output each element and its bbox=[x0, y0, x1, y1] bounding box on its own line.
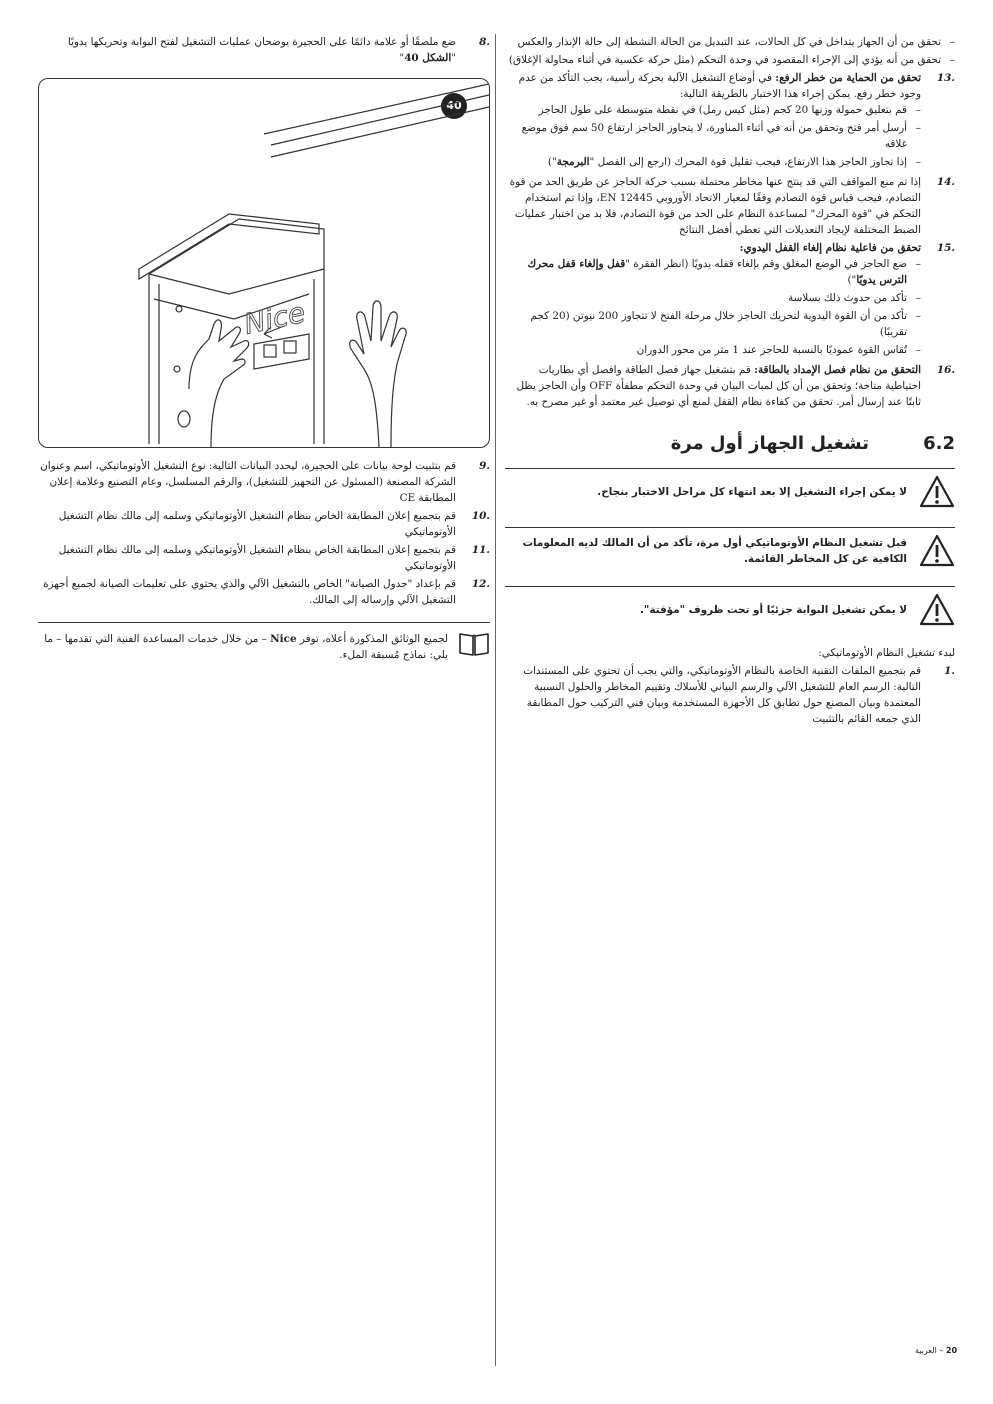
brand-logo: Nice bbox=[241, 295, 309, 341]
list-item: – تُقاس القوة عموديًا بالنسبة للحاجز عند 1 متر من محور الدوران bbox=[636, 344, 921, 356]
column-divider bbox=[495, 34, 496, 1366]
list-item: – تحقق من أنه يؤدي إلى الإجراء المقصود في وحدة التحكم (مثل حركة عكسية في أثناء محاولة الإغلاق) bbox=[508, 54, 955, 66]
section-number: 6.2 bbox=[923, 433, 955, 454]
list-item: – ضع الحاجز في الوضع المغلق وقم بإلغاء قفله يدويًا (انظر الفقرة "قفل وإلغاء قفل محرك الترس يدويًا") bbox=[527, 258, 921, 286]
intro-text: لبدء تشغيل النظام الأوتوماتيكي: bbox=[818, 647, 955, 659]
step-15: .15 تحقق من فاعلية نظام إلغاء القفل اليدوي: – ضع الحاجز في الوضع المغلق وقم بإلغاء قفله يدويًا (انظر الفقرة "قفل وإلغاء قفل محرك الترس يدويًا") – تأكد من حدوث ذلك بسلاسة – تأكد من أن القوة اليدوية لتحريك الحاجز خلال مرحلة الفتح لا تتجاوز 200 نيوتن (20 كجم تقريبًا) – تُقاس القوة عموديًا بالنسبة للحاجز عند 1 متر من محور الدوران bbox=[505, 240, 955, 360]
warning-text: لا يمكن إجراء التشغيل إلا بعد انتهاء كل مراحل الاختبار بنجاح. bbox=[597, 486, 907, 498]
warning-icon bbox=[919, 534, 955, 568]
figure-40 bbox=[38, 78, 490, 448]
warning-box bbox=[505, 468, 955, 517]
list-item: – تحقق من أن الجهاز يتداخل في كل الحالات، عند التبديل من الحالة النشطة إلى حالة الإنذار والعكس bbox=[517, 36, 955, 48]
figure-number-badge: 40 bbox=[441, 93, 467, 119]
motor-housing-illustration bbox=[39, 79, 489, 447]
list-item: – قم بتعليق حمولة وزنها 20 كجم (مثل كيس رمل) في نقطة متوسطة على طول الحاجز bbox=[538, 104, 921, 116]
note-box bbox=[38, 622, 490, 663]
left-column bbox=[38, 34, 490, 663]
step-10: .10 قم بتجميع إعلان المطابقة الخاص بنظام التشغيل الأوتوماتيكي وسلمه إلى مالك نظام التشغيل الأوتوماتيكي bbox=[58, 510, 490, 538]
step-1: .1 قم بتجميع الملفات التقنية الخاصة بالنظام الأوتوماتيكي، والتي يجب أن تحتوي على المستندات التالية: الرسم العام للتشغيل الآلي والرسم البياني للأسلاك وتقييم المخاطر والحلول النسبية المعتمدة وبيان المصنع حول تطابق كل الأجهزة المستخدمة وبيان فني التركيب حول المطابقة الذي جمعه القائم بالتثبيت bbox=[523, 665, 955, 725]
step-14: .14 إذا تم منع المواقف التي قد ينتج عنها مخاطر محتملة بسبب حركة الحاجز عن طريق الحد من قوة التصادم، فيجب قياس قوة التصادم وفقًا لمعيار الاتحاد الأوروبي EN 12445، وإذا تم استخدام التحكم في "قوة المحرك" لمساعدة النظام على الحد من قوة التصادم، فلا بد من اختبار عمليات الضبط المختلفة لإيجاد التعديلات التي تعطي أفضل النتائج bbox=[509, 176, 955, 236]
step-11: .11 قم بتجميع إعلان المطابقة الخاص بنظام التشغيل الأوتوماتيكي وسلمه إلى مالك نظام التشغيل الأوتوماتيكي bbox=[58, 544, 490, 572]
note-text: لجميع الوثائق المذكورة أعلاه، توفر Nice – من خلال خدمات المساعدة الفنية التي تقدمها – ما يلي: نماذج مُسبقة الملء. bbox=[44, 633, 448, 661]
step-9: .9 قم بتثبيت لوحة بيانات على الحجيرة، ليحدد البيانات التالية: نوع التشغيل الأوتوماتيكي، اسم وعنوان الشركة المصنعة (المسئول عن التجهيز للتشغيل)، والرقم المسلسل، وعام التصنيع وعلامة إعلان المطابقة CE bbox=[40, 460, 490, 504]
list-item: – إذا تجاوز الحاجز هذا الارتفاع، فيجب تقليل قوة المحرك (ارجع إلى الفصل "البرمجة") bbox=[547, 156, 921, 168]
manual-book-icon bbox=[458, 631, 490, 657]
list-item: – تأكد من حدوث ذلك بسلاسة bbox=[787, 292, 921, 304]
warning-box bbox=[505, 586, 955, 635]
right-column bbox=[505, 34, 955, 729]
warning-text: لا يمكن تشغيل البوابة جزئيًا أو تحت ظروف "مؤقتة". bbox=[639, 604, 907, 616]
footer-language: العربية bbox=[915, 1346, 937, 1355]
warning-box bbox=[505, 527, 955, 576]
list-item: – أرسل أمر فتح وتحقق من أنه في أثناء المناورة، لا يتجاوز الحاجز ارتفاع 50 سم فوق موضع غلاقه bbox=[521, 122, 921, 150]
warning-icon bbox=[919, 593, 955, 627]
section-title: تشغيل الجهاز أول مرة bbox=[670, 433, 869, 454]
step-8: .8 ضع ملصقًا أو علامة دائمًا على الحجيرة يوضحان عمليات التشغيل لفتح البوابة وتحريكها يدويًا "الشكل 40" bbox=[67, 36, 490, 64]
page-footer: 20 – العربية bbox=[915, 1346, 958, 1355]
warning-text: قبل تشغيل النظام الأوتوماتيكي أول مرة، تأكد من أن المالك لديه المعلومات الكافية عن كل المخاطر القائمة. bbox=[522, 537, 907, 565]
list-item: – تأكد من أن القوة اليدوية لتحريك الحاجز خلال مرحلة الفتح لا تتجاوز 200 نيوتن (20 كجم تقريبًا) bbox=[530, 310, 921, 338]
step-13: .13 تحقق من الحماية من خطر الرفع: في أوضاع التشغيل الآلية بحركة رأسية، يجب التأكد من عدم وجود خطر رفع. يمكن إجراء هذا الاختبار بالطريقة التالية: – قم بتعليق حمولة وزنها 20 كجم (مثل كيس رمل) في نقطة متوسطة على طول الحاجز – أرسل أمر فتح وتحقق من أنه في أثناء المناورة، لا يتجاوز الحاجز ارتفاع 50 سم فوق موضع غلاقه – إذا تجاوز الحاجز هذا الارتفاع، فيجب تقليل قوة المحرك (ارجع إلى الفصل "البرمجة") bbox=[505, 70, 955, 172]
section-heading bbox=[505, 433, 955, 454]
page-number: 20 bbox=[945, 1346, 958, 1355]
step-16: .16 التحقق من نظام فصل الإمداد بالطاقة: قم بتشغيل جهاز فصل الطاقة وافصل أي بطاريات احتياطية متاحة؛ وتحقق من أن كل لمبات البيان في وحدة التحكم مطفأة OFF وأن الحاجز يظل ثابتًا عند إرسال أمر. تحقق من كفاءة نظام القفل لمنع أي توصيل غير معتمد أو غير مصرح به. bbox=[516, 364, 955, 408]
warning-icon bbox=[919, 475, 955, 509]
step-12: .12 قم بإعداد "جدول الصيانة" الخاص بالتشغيل الآلي والذي يحتوي على تعليمات الصيانة لجميع أجهزة التشغيل الآلي وإرساله إلى المالك. bbox=[43, 578, 490, 606]
